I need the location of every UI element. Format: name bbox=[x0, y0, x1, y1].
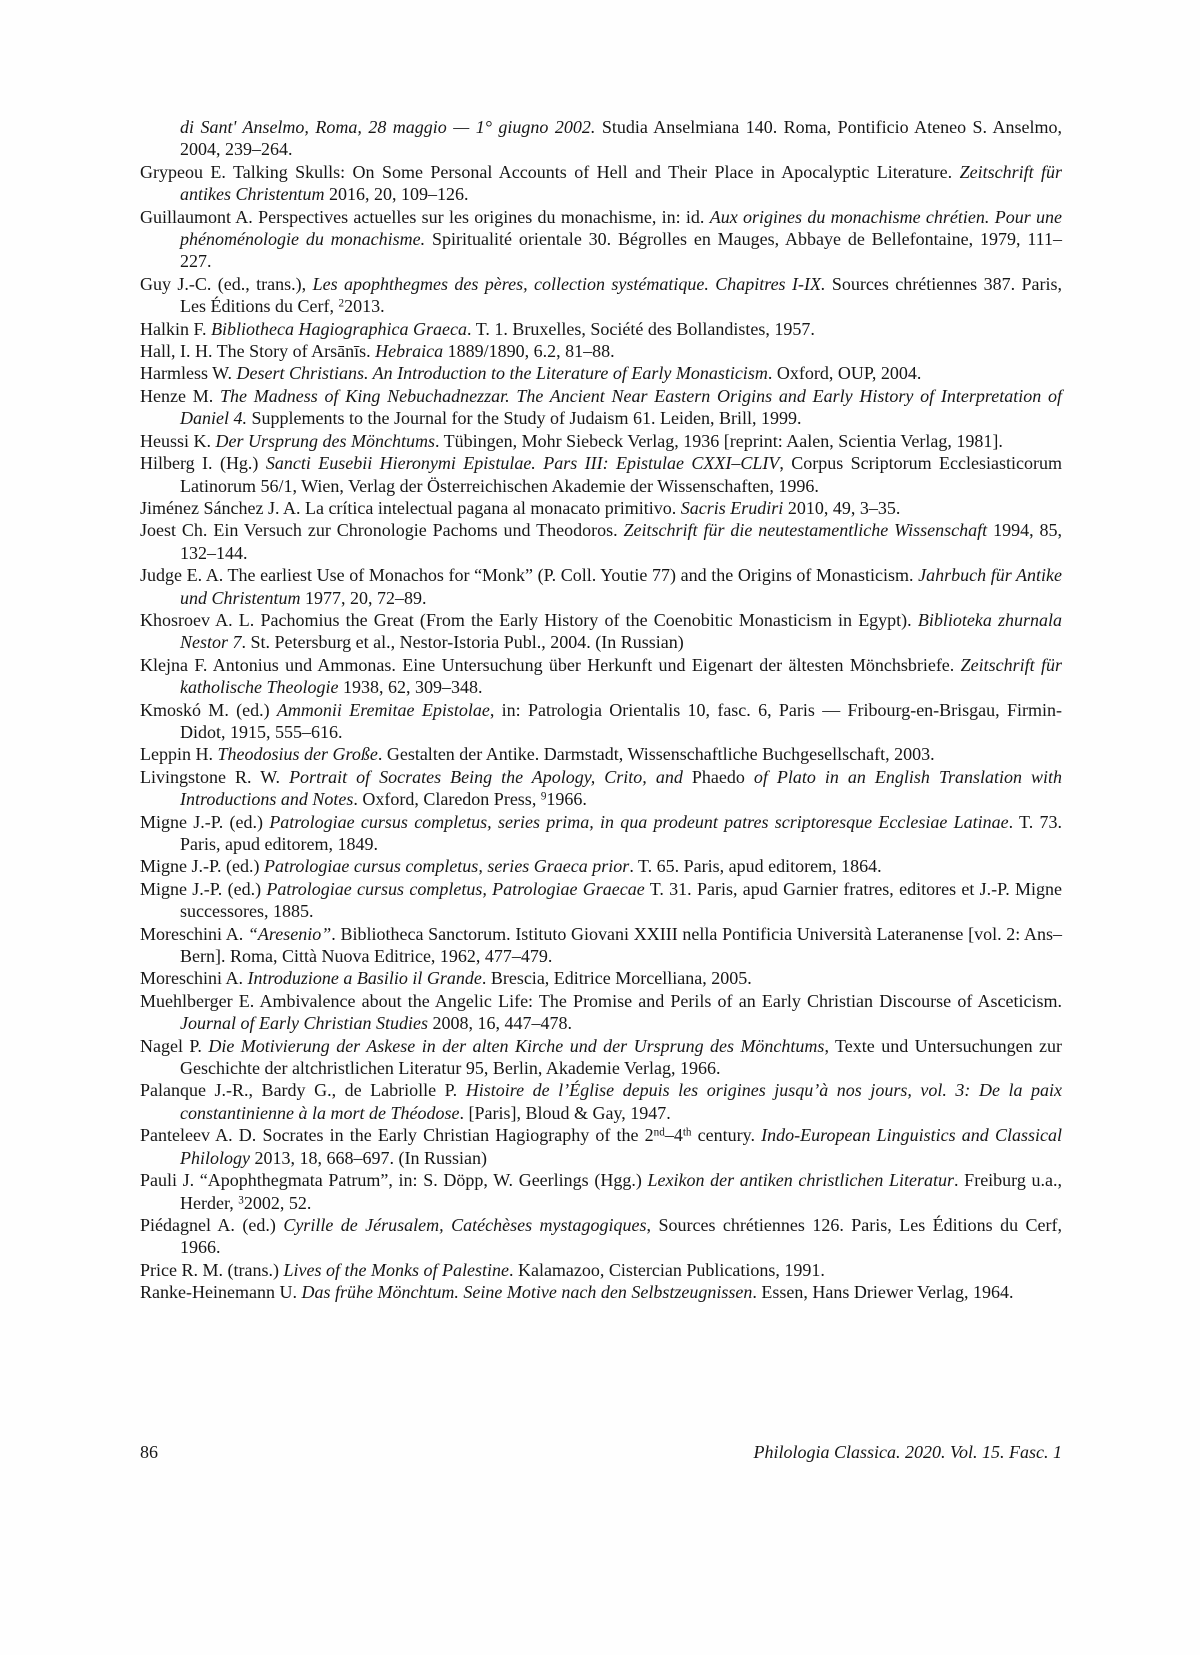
italic-text-segment: Sacris Erudiri bbox=[680, 497, 784, 518]
text-segment: Harmless W. bbox=[140, 363, 237, 384]
text-segment: . Kalamazoo, Cistercian Publications, 1991. bbox=[508, 1259, 825, 1280]
text-segment: . T. 65. Paris, apud editorem, 1864. bbox=[629, 856, 882, 877]
text-segment: 2013. bbox=[344, 296, 385, 317]
italic-text-segment: of Plato in an English Translation with Introductions and Notes bbox=[180, 766, 1062, 810]
italic-text-segment: The Madness of King Nebuchadnezzar. The Ancient Near Eastern Origins and Early History of Interpretation of Daniel 4. bbox=[180, 385, 1062, 429]
text-segment: Halkin F. bbox=[140, 318, 212, 339]
italic-text-segment: Histoire de l’Église depuis les origines jusqu’à nos jours, vol. 3: De la paix constantinienne à la mort de Théodose bbox=[180, 1080, 1062, 1123]
italic-text-segment: Les apophthegmes des pères, collection systématique. Chapitres I-IX. bbox=[312, 273, 832, 294]
italic-text-segment: Introduzione a Basilio il Grande bbox=[247, 968, 482, 989]
italic-text-segment: Patrologiae cursus completus, Patrologiae Graecae bbox=[266, 878, 645, 899]
italic-text-segment: Desert Christians. An Introduction to the Literature of Early Monasticism bbox=[236, 363, 768, 384]
bibliography-entry bbox=[140, 564, 1062, 609]
text-segment: . T. 73. Paris, apud editorem, 1849. bbox=[180, 811, 1062, 854]
text-segment: 2002, 52. bbox=[243, 1192, 312, 1213]
text-segment: Heussi K. bbox=[140, 430, 216, 451]
bibliography-entry bbox=[140, 430, 1062, 452]
text-segment: Khosroev A. L. Pachomius the Great (From the Early History of the Coenobitic Monasticism in Egypt). bbox=[140, 609, 918, 630]
text-segment: century. bbox=[691, 1125, 762, 1146]
text-segment: Spiritualité orientale 30. Bégrolles en Mauges, Abbaye de Bellefontaine, 1979, 111–227. bbox=[180, 229, 1063, 272]
bibliography-entry bbox=[140, 385, 1062, 430]
bibliography-entry bbox=[140, 766, 1062, 811]
text-segment: Pauli J. “Apophthegmata Patrum”, in: S. Döpp, W. Geerlings (Hgg.) bbox=[140, 1170, 648, 1191]
italic-text-segment: Patrologiae cursus completus, series prima, in qua prodeunt patres scriptoresque Ecclesiae Latinae bbox=[269, 811, 1009, 832]
text-segment: . Bibliotheca Sanctorum. Istituto Giovani XXIII nella Pontificia Università Lateranense [vol. 2: Ans–Bern]. Roma, Città Nuova Editrice, 1962, 477–479. bbox=[180, 923, 1062, 967]
bibliography-entry bbox=[140, 362, 1062, 384]
text-segment: Phaedo bbox=[691, 766, 754, 787]
italic-text-segment: di Sant' Anselmo, Roma, 28 maggio — 1° giugno 2002. bbox=[180, 117, 602, 137]
text-segment: , Sources chrétiennes 126. Paris, Les Éditions du Cerf, 1966. bbox=[180, 1214, 1063, 1258]
italic-text-segment: Patrologiae cursus completus, series Graeca prior bbox=[264, 856, 630, 877]
bibliography-entry bbox=[140, 967, 1062, 989]
italic-text-segment: Theodosius der Große bbox=[217, 744, 378, 765]
italic-text-segment: Sancti Eusebii Hieronymi Epistulae. Pars III: Epistulae CXXI–CLIV bbox=[265, 453, 780, 474]
text-segment: Guy J.-C. (ed., trans.), bbox=[140, 273, 313, 294]
superscript-segment: 2 bbox=[338, 297, 345, 310]
superscript-segment: nd bbox=[653, 1126, 665, 1139]
superscript-segment: 3 bbox=[238, 1193, 244, 1206]
bibliography-entry bbox=[140, 1169, 1062, 1214]
page-footer bbox=[140, 1442, 1062, 1463]
text-segment: 2010, 49, 3–35. bbox=[783, 497, 901, 518]
bibliography-entry bbox=[140, 452, 1062, 497]
page-number: 86 bbox=[140, 1442, 158, 1462]
italic-text-segment: Lives of the Monks of Palestine bbox=[283, 1259, 509, 1280]
bibliography-entry bbox=[140, 340, 1062, 362]
text-segment: . Freiburg u.a., Herder, bbox=[180, 1170, 1062, 1213]
text-segment: Ranke-Heinemann U. bbox=[140, 1282, 302, 1303]
text-segment: Price R. M. (trans.) bbox=[140, 1259, 284, 1280]
italic-text-segment: Bibliotheca Hagiographica Graeca bbox=[211, 318, 468, 339]
text-segment: 1889/1890, 6.2, 81–88. bbox=[443, 341, 615, 362]
text-segment: . Essen, Hans Driewer Verlag, 1964. bbox=[752, 1282, 1014, 1303]
italic-text-segment: Aux origines du monachisme chrétien. Pour une phénoménologie du monachisme. bbox=[180, 206, 1063, 250]
text-segment: Guillaumont A. Perspectives actuelles sur les origines du monachisme, in: id. bbox=[140, 206, 710, 227]
text-segment: . St. Petersburg et al., Nestor-Istoria Publ., 2004. (In Russian) bbox=[241, 632, 684, 653]
bibliography-entry bbox=[140, 811, 1062, 856]
text-segment: Migne J.-P. (ed.) bbox=[140, 878, 267, 899]
text-segment: 1994, 85, 132–144. bbox=[180, 520, 1063, 563]
text-segment: 2008, 16, 447–478. bbox=[428, 1013, 573, 1034]
text-segment: . [Paris], Bloud & Gay, 1947. bbox=[459, 1102, 671, 1123]
bibliography-entry bbox=[140, 1281, 1062, 1303]
bibliography-entry bbox=[140, 654, 1062, 699]
bibliography-entry bbox=[140, 497, 1062, 519]
text-segment: Livingstone R. W. bbox=[140, 766, 290, 787]
text-segment: Muehlberger E. Ambivalence about the Angelic Life: The Promise and Perils of an Early Christian Discourse of Asceticism. bbox=[140, 990, 1062, 1011]
text-segment: , in: Patrologia Orientalis 10, fasc. 6, Paris — Fribourg-en-Brisgau, Firmin-Didot, 1915, 555–616. bbox=[180, 699, 1062, 742]
bibliography-entry bbox=[140, 116, 1062, 161]
italic-text-segment: Lexikon der antiken christlichen Literatur bbox=[647, 1170, 955, 1191]
bibliography-entry bbox=[140, 1214, 1062, 1259]
journal-citation: Philologia Classica. 2020. Vol. 15. Fasc. 1 bbox=[753, 1442, 1062, 1462]
text-segment: Jiménez Sánchez J. A. La crítica intelectual pagana al monacato primitivo. bbox=[140, 497, 681, 518]
text-segment: . Brescia, Editrice Morcelliana, 2005. bbox=[481, 968, 752, 989]
text-segment: 2013, 18, 668–697. (In Russian) bbox=[250, 1147, 487, 1168]
italic-text-segment: Biblioteka zhurnala Nestor 7 bbox=[180, 609, 1062, 653]
bibliography-entry bbox=[140, 923, 1062, 968]
text-segment: . T. 1. Bruxelles, Société des Bollandistes, 1957. bbox=[467, 318, 815, 339]
bibliography-entry bbox=[140, 609, 1062, 654]
text-segment: , Corpus Scriptorum Ecclesiasticorum Latinorum 56/1, Wien, Verlag der Österreichischen Akademie der Wissenschaften, 1996. bbox=[180, 453, 1062, 496]
bibliography-entry bbox=[140, 855, 1062, 877]
bibliography-entry bbox=[140, 318, 1062, 340]
text-segment: Leppin H. bbox=[140, 744, 218, 765]
text-segment: Henze M. bbox=[140, 385, 221, 406]
text-segment: 1966. bbox=[546, 789, 587, 810]
superscript-segment: th bbox=[682, 1126, 692, 1139]
text-segment: 2016, 20, 109–126. bbox=[324, 184, 469, 205]
text-segment: Studia Anselmiana 140. Roma, Pontificio Ateneo S. Anselmo, 2004, 239–264. bbox=[180, 117, 1062, 160]
text-segment: Judge E. A. The earliest Use of Monachos for “Monk” (P. Coll. Youtie 77) and the Origins of Monasticism. bbox=[140, 565, 919, 586]
text-segment: Piédagnel A. (ed.) bbox=[140, 1214, 284, 1235]
text-segment: Moreschini A. bbox=[140, 968, 248, 989]
bibliography-list bbox=[140, 116, 1062, 1304]
text-segment: Hilberg I. (Hg.) bbox=[140, 453, 266, 474]
italic-text-segment: Der Ursprung des Mönchtums bbox=[215, 430, 435, 451]
text-segment: Nagel P. bbox=[140, 1035, 209, 1056]
superscript-segment: 9 bbox=[540, 790, 547, 803]
italic-text-segment: Zeitschrift für katholische Theologie bbox=[180, 654, 1062, 698]
text-segment: Palanque J.-R., Bardy G., de Labriolle P. bbox=[140, 1080, 466, 1101]
text-segment: . Oxford, OUP, 2004. bbox=[767, 363, 922, 384]
text-segment: . Tübingen, Mohr Siebeck Verlag, 1936 [reprint: Aalen, Scientia Verlag, 1981]. bbox=[435, 430, 1003, 451]
text-segment: , Texte und Untersuchungen zur Geschichte der altchristlichen Literatur 95, Berlin, Akademie Verlag, 1966. bbox=[180, 1035, 1062, 1079]
bibliography-entry bbox=[140, 1124, 1062, 1169]
text-segment: Hall, I. H. The Story of Arsānīs. bbox=[140, 341, 376, 362]
italic-text-segment: Das frühe Mönchtum. Seine Motive nach den Selbstzeugnissen bbox=[301, 1282, 753, 1303]
text-segment: T. 31. Paris, apud Garnier fratres, editores et J.-P. Migne successores, 1885. bbox=[180, 878, 1062, 922]
italic-text-segment: Cyrille de Jérusalem, Catéchèses mystagogiques bbox=[283, 1214, 647, 1235]
text-segment: Migne J.-P. (ed.) bbox=[140, 856, 264, 877]
italic-text-segment: Indo-European Linguistics and Classical Philology bbox=[180, 1125, 1062, 1168]
text-segment: Klejna F. Antonius und Ammonas. Eine Untersuchung über Herkunft und Eigenart der ältesten Mönchsbriefe. bbox=[140, 654, 961, 675]
text-segment: . Oxford, Claredon Press, bbox=[353, 789, 541, 810]
bibliography-entry bbox=[140, 990, 1062, 1035]
italic-text-segment: “Aresenio” bbox=[247, 923, 332, 944]
bibliography-entry bbox=[140, 273, 1062, 318]
text-segment: 1977, 20, 72–89. bbox=[300, 587, 427, 608]
text-segment: Panteleev A. D. Socrates in the Early Christian Hagiography of the 2 bbox=[140, 1125, 654, 1146]
text-segment: Moreschini A. bbox=[140, 923, 248, 944]
italic-text-segment: Die Motivierung der Askese in der alten Kirche und der Ursprung des Mönchtums bbox=[208, 1035, 825, 1056]
bibliography-entry bbox=[140, 699, 1062, 744]
text-segment: 1938, 62, 309–348. bbox=[338, 677, 483, 698]
italic-text-segment: Zeitschrift für die neutestamentliche Wissenschaft bbox=[623, 520, 988, 541]
text-segment: Sources chrétiennes 387. Paris, Les Éditions du Cerf, bbox=[180, 273, 1062, 317]
bibliography-entry bbox=[140, 878, 1062, 923]
italic-text-segment: Journal of Early Christian Studies bbox=[180, 1013, 429, 1034]
bibliography-entry bbox=[140, 1259, 1062, 1281]
bibliography-entry bbox=[140, 206, 1062, 273]
bibliography-entry bbox=[140, 1035, 1062, 1080]
italic-text-segment: Hebraica bbox=[375, 341, 444, 362]
bibliography-entry bbox=[140, 743, 1062, 765]
text-segment: –4 bbox=[664, 1125, 683, 1146]
text-segment: Migne J.-P. (ed.) bbox=[140, 811, 270, 832]
italic-text-segment: Zeitschrift für antikes Christentum bbox=[180, 161, 1063, 205]
text-segment: Grypeou E. Talking Skulls: On Some Personal Accounts of Hell and Their Place in Apocalyptic Literature. bbox=[140, 161, 960, 182]
bibliography-entry bbox=[140, 161, 1062, 206]
text-segment: Kmoskó M. (ed.) bbox=[140, 699, 277, 720]
italic-text-segment: Ammonii Eremitae Epistolae bbox=[276, 699, 490, 720]
text-segment: Supplements to the Journal for the Study of Judaism 61. Leiden, Brill, 1999. bbox=[251, 408, 802, 429]
italic-text-segment: Portrait of Socrates Being the Apology, Crito, and bbox=[289, 766, 692, 787]
text-segment: Joest Ch. Ein Versuch zur Chronologie Pachoms und Theodoros. bbox=[140, 520, 624, 541]
bibliography-entry bbox=[140, 519, 1062, 564]
text-segment: . Gestalten der Antike. Darmstadt, Wissenschaftliche Buchgesellschaft, 2003. bbox=[377, 744, 935, 765]
italic-text-segment: Jahrbuch für Antike und Christentum bbox=[180, 565, 1062, 608]
bibliography-entry bbox=[140, 1079, 1062, 1124]
